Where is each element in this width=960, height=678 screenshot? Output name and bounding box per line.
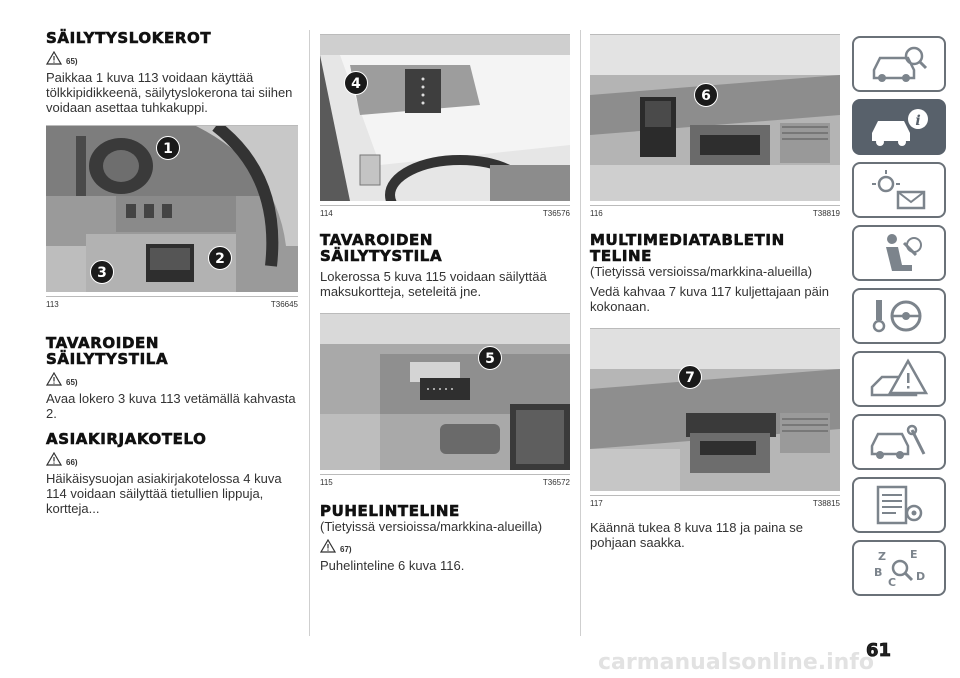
callout-5: 5 [478,346,502,370]
figure-115 [320,313,570,487]
index-letter: Z [878,550,886,563]
tab-steering-key[interactable] [852,288,946,344]
warning-triangle-icon [46,372,62,386]
chapter-sidebar [852,36,952,603]
section-heading: TAVAROIDEN SÄILYTYSTILA [320,231,443,265]
index-letter: E [910,548,918,561]
column-divider [309,30,310,636]
figure-117 [590,328,840,508]
paragraph: Vedä kahvaa 7 kuva 117 kuljettajaan päin kokonaan. [590,284,829,314]
callout-7: 7 [678,365,702,389]
warning-triangle-icon [868,357,930,401]
car-info-icon [868,105,930,149]
car-search-icon [868,42,930,86]
figure-caption: 113 T36645 [46,296,298,309]
section-heading: MULTIMEDIATABLETIN TELINE [590,231,785,265]
callout-6: 6 [694,83,718,107]
figure-caption: 117 T38815 [590,495,840,508]
tab-spec-list[interactable] [852,477,946,533]
paragraph: Lokerossa 5 kuva 115 voidaan säilyttää maksukortteja, seteleitä jne. [320,269,547,299]
section-heading: TAVAROIDEN SÄILYTYSTILA [46,334,169,368]
dashboard-lights-icon [868,168,930,212]
subheading: (Tietyissä versioissa/markkina-alueilla) [590,264,813,279]
figure-caption: 115 T36572 [320,474,570,487]
figure-116 [590,34,840,218]
column-3 [590,30,840,550]
warning-ref: 65) [46,372,298,386]
figure-113 [46,125,298,309]
section-heading: ASIAKIRJAKOTELO [46,430,207,448]
tab-index[interactable] [852,540,946,596]
steering-key-icon [868,294,930,338]
paragraph: Puhelinteline 6 kuva 116. [320,558,465,573]
index-letter: C [888,576,897,589]
photo-card-holder [320,314,570,470]
svg-text:i: i [915,113,921,129]
section-heading: SÄILYTYSLOKEROT [46,29,212,47]
tab-car-search[interactable] [852,36,946,92]
index-letter: B [874,566,883,579]
tab-airbag-seat[interactable] [852,225,946,281]
paragraph: Häikäisysuojan asiakirjakotelossa 4 kuva 114 voidaan säilyttää tietullien lippuja, kortteja... [46,471,282,516]
paragraph: Käännä tukea 8 kuva 118 ja paina se pohjaan saakka. [590,520,803,550]
figure-caption: 116 T38819 [590,205,840,218]
callout-4: 4 [344,71,368,95]
airbag-seat-icon [868,231,930,275]
photo-sun-visor [320,35,570,201]
callout-3: 3 [90,260,114,284]
tab-car-wrench[interactable] [852,414,946,470]
column-2 [320,30,570,573]
warning-ref: 67) [320,539,570,553]
tab-warning-triangle[interactable] [852,351,946,407]
spec-list-icon [868,483,930,527]
photo-phone-holder [590,35,840,201]
index-letters-icon [868,546,930,590]
car-wrench-icon [868,420,930,464]
subheading: (Tietyissä versioissa/markkina-alueilla) [320,519,543,534]
warning-triangle-icon [46,452,62,466]
column-1 [46,30,298,516]
callout-1: 1 [156,136,180,160]
tab-car-info[interactable] [852,99,946,155]
page-number: 61 [866,640,892,661]
warning-triangle-icon [320,539,336,553]
paragraph: Paikkaa 1 kuva 113 voidaan käyttää tölkkipidikkeenä, säilytyslokerona tai siihen voidaan asettaa tuhkakuppi. [46,70,293,115]
figure-114 [320,34,570,218]
section-heading: PUHELINTELINE [320,502,460,520]
callout-2: 2 [208,246,232,270]
photo-tablet-holder [590,329,840,491]
index-letter: D [916,570,926,583]
figure-caption: 114 T36576 [320,205,570,218]
column-divider [580,30,581,636]
warning-ref: 65) [46,51,298,65]
photo-storage-compartment [46,126,298,292]
warning-ref: 66) [46,452,298,466]
warning-triangle-icon [46,51,62,65]
tab-dashboard-lights[interactable] [852,162,946,218]
paragraph: Avaa lokero 3 kuva 113 vetämällä kahvasta 2. [46,391,296,421]
watermark: carmanualsonline.info [598,650,874,675]
